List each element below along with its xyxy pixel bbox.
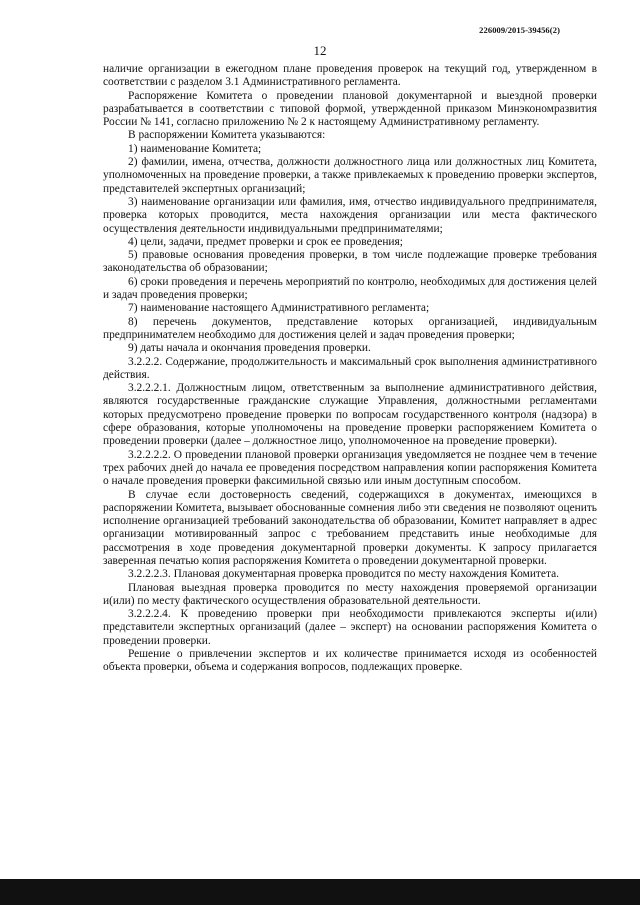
paragraph: 7) наименование настоящего Административного регламента; bbox=[128, 302, 430, 315]
document-body bbox=[103, 63, 597, 675]
page-number: 12 bbox=[313, 43, 327, 58]
paragraph: Плановая выездная проверка проводится по месту нахождения проверяемой организации и(или) по месту фактического осуществления образовательной деятельности. bbox=[103, 581, 597, 607]
paragraph: В распоряжении Комитета указываются: bbox=[128, 129, 326, 142]
paragraph: Решение о привлечении экспертов и их количестве принимается исходя из особенностей объекта проверки, объема и содержания вопросов, подлежащих проверке. bbox=[103, 648, 597, 674]
paragraph: наличие организации в ежегодном плане проведения проверок на текущий год, утвержденном в соответствии с разделом 3.1 Административного регламента. bbox=[103, 63, 597, 89]
paragraph: 3) наименование организации или фамилия, имя, отчество индивидуального предпринимателя, проверка которых проводится, места нахождения организации или места фактического осуществления деятельности индивидуальными предпринимателями; bbox=[103, 195, 597, 235]
paragraph: Распоряжение Комитета о проведении плановой документарной и выездной проверки разрабатывается в соответствии с типовой формой, утвержденной приказом Минэкономразвития России № 141, согласно приложению № 2 к настоящему Административному регламенту. bbox=[103, 89, 597, 129]
paragraph: 6) сроки проведения и перечень мероприятий по контролю, необходимых для достижения целей и задач проведения проверки; bbox=[103, 275, 597, 302]
paragraph: 3.2.2.2.2. О проведении плановой проверки организация уведомляется не позднее чем в течение трех рабочих дней до начала ее проведения посредством направления копии распоряжения Комитета о начале проведения проверки факсимильной связью или иным доступным способом. bbox=[103, 448, 597, 488]
scan-bottom-edge bbox=[0, 879, 640, 905]
paragraph: 9) даты начала и окончания проведения проверки. bbox=[128, 342, 371, 355]
paragraph: 3.2.2.2. Содержание, продолжительность и максимальный срок выполнения административного действия. bbox=[103, 355, 597, 381]
paragraph: В случае если достоверность сведений, содержащихся в документах, имеющихся в распоряжении Комитета, вызывает обоснованные сомнения либо эти сведения не позволяют оценить исполнение организацией требований законодательства об образовании, Комитет направляет в адрес организации мотивированный запрос с требованием представить иные необходимые для рассмотрения в ходе проведения документарной проверки документы. К запросу прилагается заверенная печатью копия распоряжения Комитета о проведении документарной проверки. bbox=[103, 488, 597, 567]
paragraph: 3.2.2.2.4. К проведению проверки при необходимости привлекаются эксперты и(или) представители экспертных организаций (далее – эксперт) на основании распоряжения Комитета о проведении проверки. bbox=[103, 608, 597, 647]
paragraph: 2) фамилии, имена, отчества, должности должностного лица или должностных лиц Комитета, уполномоченных на проведение проверки, а также привлекаемых к проведению проверки экспертов, представителей экспертных организаций; bbox=[103, 156, 597, 195]
document-id: 226009/2015-39456(2) bbox=[479, 25, 560, 35]
paragraph: 4) цели, задачи, предмет проверки и срок ее проведения; bbox=[128, 235, 403, 248]
paragraph: 8) перечень документов, представление которых организацией, индивидуальным предпринимателем необходимо для достижения целей и задач проведения проверки; bbox=[103, 315, 597, 341]
paragraph: 5) правовые основания проведения проверки, в том числе подлежащие проверке требования законодательства об образовании; bbox=[103, 249, 597, 275]
paragraph: 1) наименование Комитета; bbox=[128, 142, 262, 155]
paragraph: 3.2.2.2.1. Должностным лицом, ответственным за выполнение административного действия, являются государственные гражданские служащие Управления, должностными регламентами которых предусмотрено проведение проверки по вопросам государственного контроля (надзора) в сфере образования, которые уполномочены на проведение проверки распоряжением Комитета о проведении проверки (далее – должностное лицо, уполномоченное на проведение проверки). bbox=[103, 382, 597, 448]
paragraph: 3.2.2.2.3. Плановая документарная проверка проводится по месту нахождения Комитета. bbox=[128, 568, 559, 581]
